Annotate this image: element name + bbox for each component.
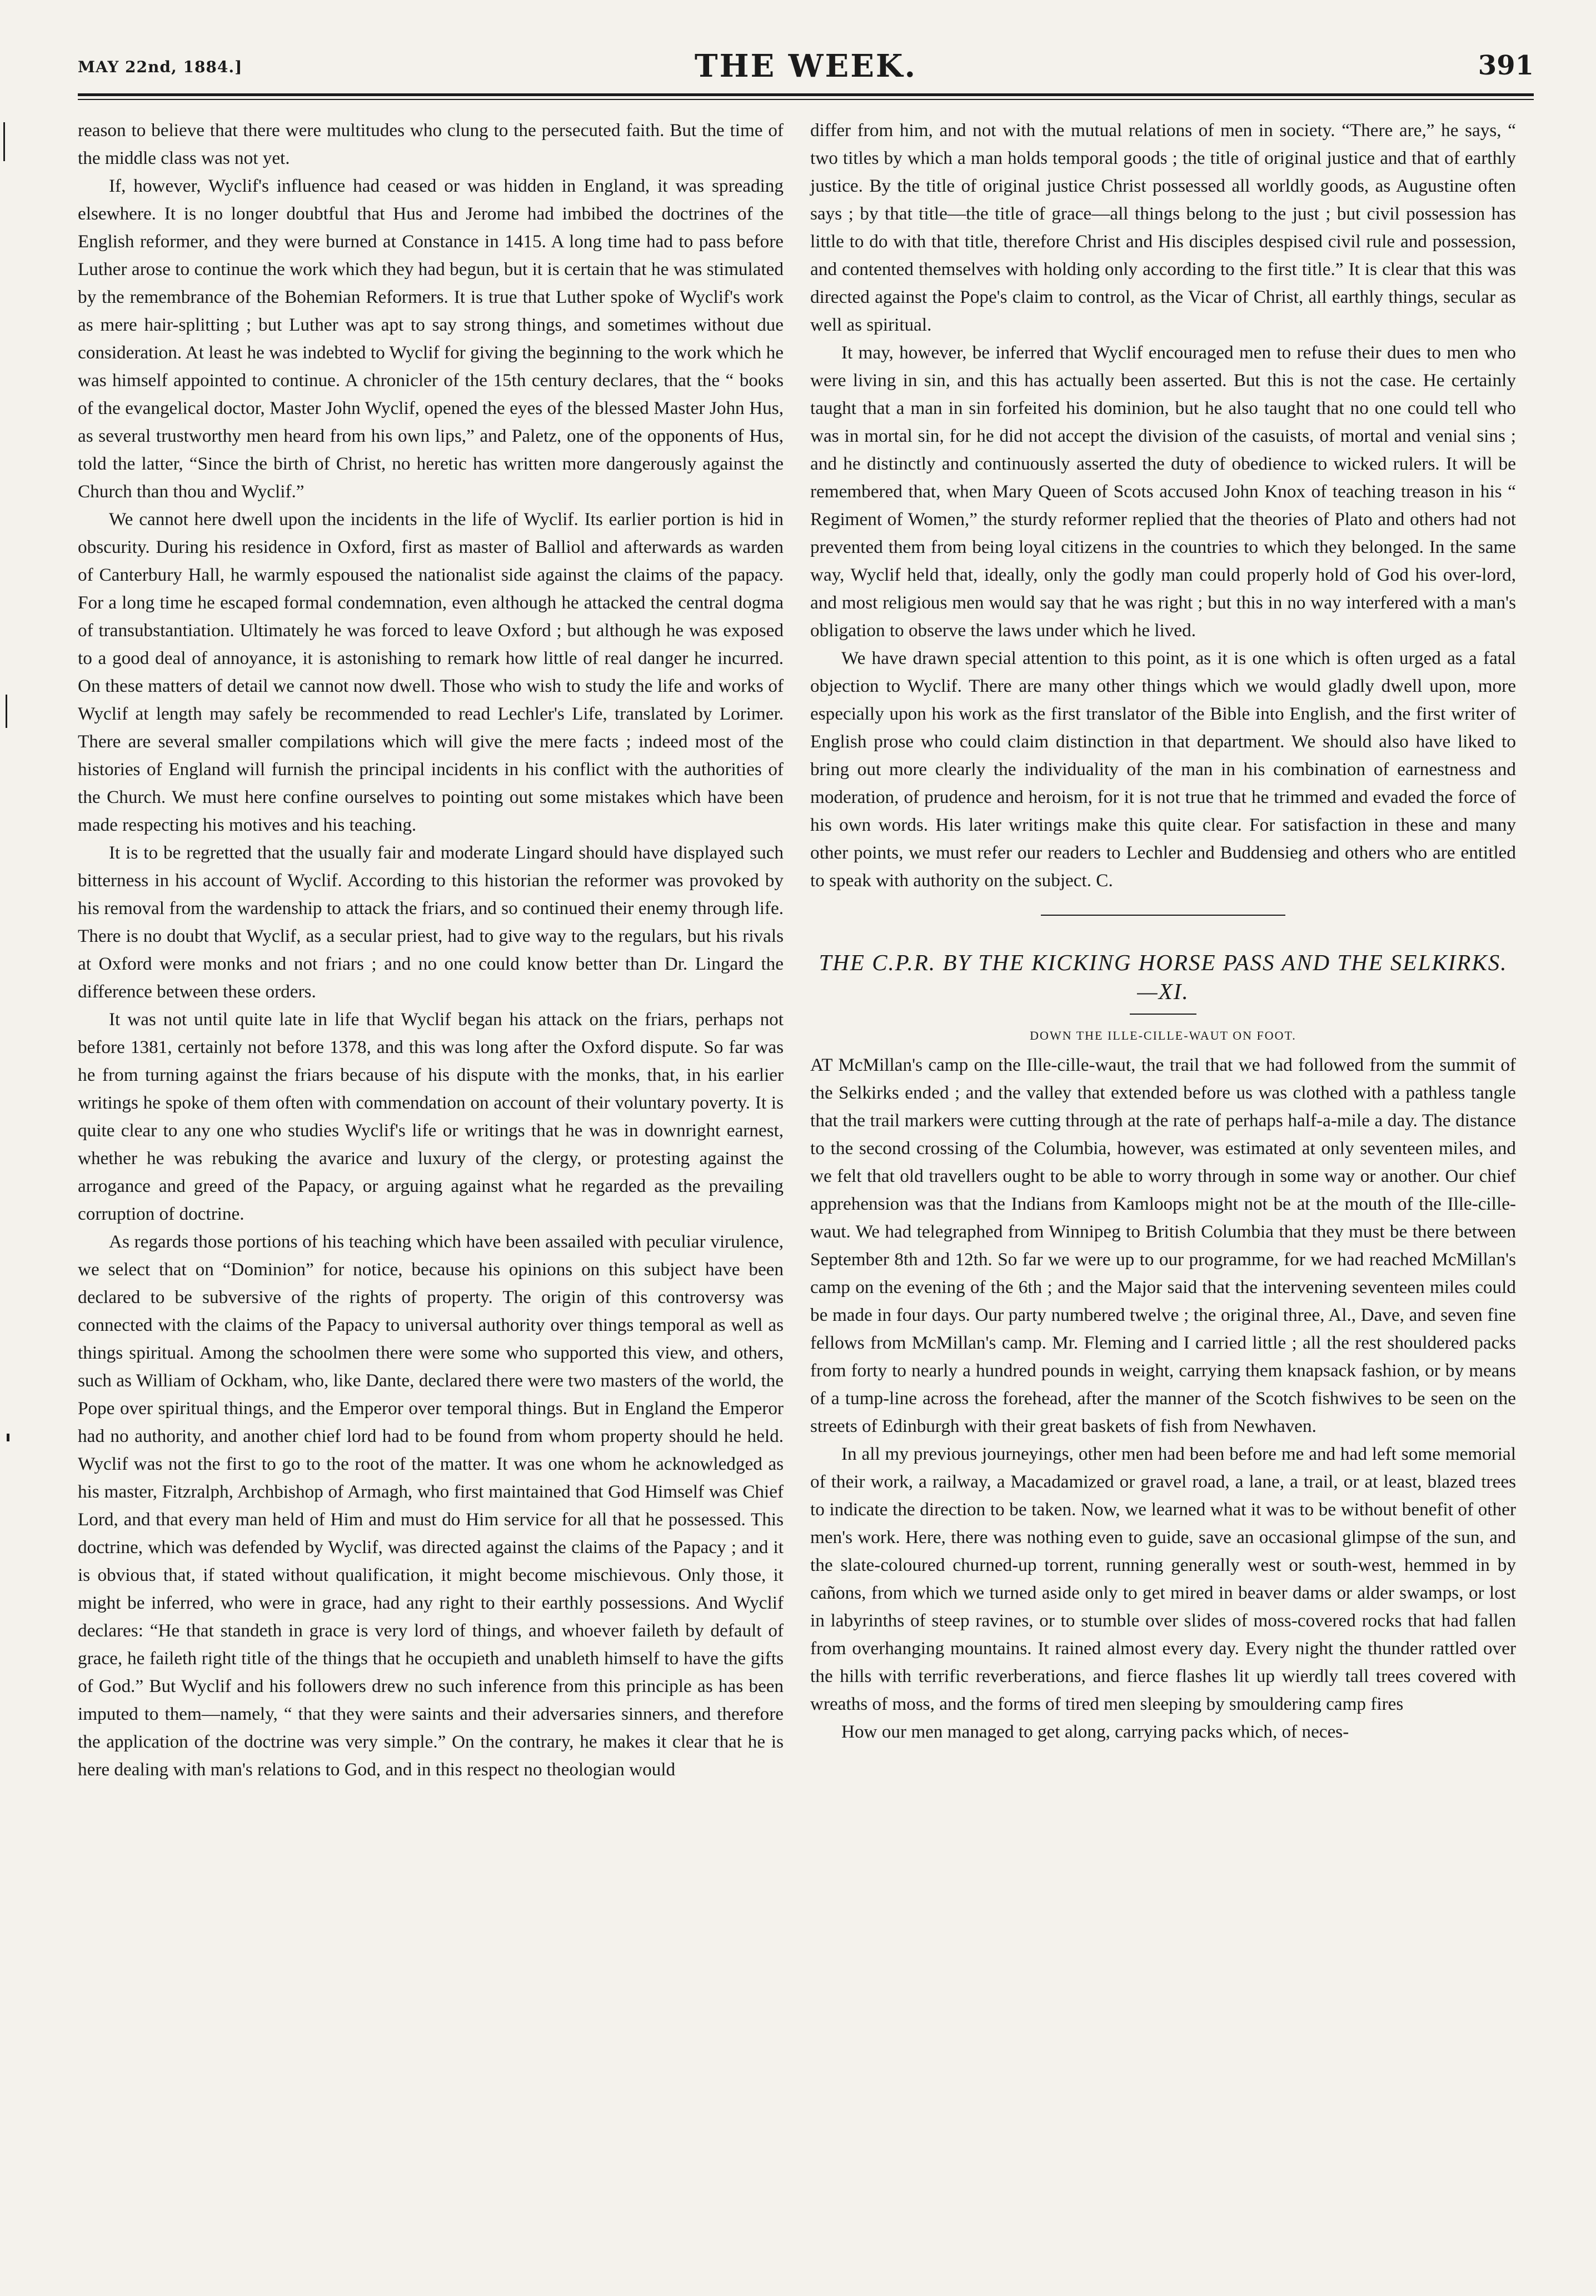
page-number: 391 [1478, 50, 1534, 81]
left-paragraph-2: If, however, Wyclif's influence had ceased or was hidden in England, it was spreading elsewhere. It is no longer doubtful that Hus and Jerome had imbibed the doctrines of the English reformer, and they were burned at Constance in 1415. A long time had to pass before Luther arose to continue the work which they had begun, but it is certain that he was stimulated by the remembrance of the Bohemian Reformers. It is true that Luther spoke of Wyclif's work as mere hair-splitting ; but Luther was apt to say strong things, and sometimes without due consideration. At least he was indebted to Wyclif for giving the beginning to the work which he was himself appointed to continue. A chronicler of the 15th century declares, that the “ books of the evangelical doctor, Master John Wyclif, opened the eyes of the blessed Master John Hus, as several trustworthy men heard from his own lips,” and Paletz, one of the opponents of Hus, told the latter, “Since the birth of Christ, no heretic has written more dangerously against the Church than thou and Wyclif.” [78, 176, 784, 502]
header-rule-thin [78, 99, 1534, 100]
article-paragraph-2: In all my previous journeyings, other men had been before me and had left some memorial of their work, a railway, a Macadamized or gravel road, a lane, a trail, or at least, blazed trees to indicate the direction to be taken. Now, we learned what it was to be without benefit of other men's work. Here, there was nothing even to guide, save an occasional glimpse of the sun, and the slate-coloured churned-up torrent, running generally west or south-west, hemmed in by cañons, from which we turned aside only to get mired in beaver dams or alder swamps, or lost in labyrinths of steep ravines, or to stumble over slides of moss-covered rocks that had fallen from overhanging mountains. It rained almost every day. Every night the thunder rattled over the hills with terrific reverberations, and fierce flashes lit up wierdly tall trees covered with wreaths of moss, and the forms of tired men sleeping by smouldering camp fires [810, 1444, 1516, 1714]
left-column [78, 117, 784, 2245]
right-paragraph-3: We have drawn special attention to this point, as it is one which is often urged as a fatal objection to Wyclif. There are many other things which we would gladly dwell upon, more especially upon his work as the first translator of the Bible into English, and the first writer of English prose who could claim distinction in that department. We should also have liked to bring out more clearly the individuality of the man in his combination of earnestness and moderation, of prudence and heroism, for it is not true that he trimmed and evaded the force of his own words. His later writings make this quite clear. For satisfaction in these and many other points, we must refer our readers to Lechler and Buddensieg and others who are entitled to speak with authority on the subject. C. [810, 648, 1516, 891]
article-title-rule [1130, 1014, 1196, 1015]
right-paragraph-2: It may, however, be inferred that Wyclif encouraged men to refuse their dues to men who were living in sin, and this has actually been asserted. But this is not the case. He certainly taught that a man in sin forfeited his dominion, but he also taught that no one could tell who was in mortal sin, for he did not accept the division of the casuists, of mortal and venial sins ; and he distinctly and continuously asserted the duty of obedience to wicked rulers. It will be remembered that, when Mary Queen of Scots accused John Knox of teaching treason in his “ Regiment of Women,” the sturdy reformer replied that the theories of Plato and others had not prevented them from being loyal citizens in the countries to which they belonged. In the same way, Wyclif held that, ideally, only the godly man could properly hold of God his over-lord, and most religious men would say that he was right ; but this in no way interfered with a man's obligation to observe the laws under which he lived. [810, 342, 1516, 641]
left-paragraph-6: As regards those portions of his teaching which have been assailed with peculiar virulence, we select that on “Dominion” for notice, because his opinions on this subject have been declared to be subversive of the rights of property. The origin of this controversy was connected with the claims of the Papacy to universal authority over things temporal as well as things spiritual. Among the schoolmen there were some who supported this view, and others, such as William of Ockham, who, like Dante, declared there were two masters of the world, the Pope over spiritual things, and the Emperor over temporal things. But in England the Emperor had no authority, and another chief lord had to be found from whom property should he held. Wyclif was not the first to go to the root of the matter. It was one whom he acknowledged as his master, Fitzralph, Archbishop of Armagh, who first maintained that God Himself was Chief Lord, and that every man held of Him and must do Him service for all that he possessed. This doctrine, which was defended by Wyclif, was directed against the claims of the Papacy ; and it is obvious that, if stated without qualification, it might become mischievous. Only those, it might be inferred, who were in grace, had any right to their earthly possessions. And Wyclif declares: “He that standeth in grace is very lord of things, and whoever faileth by default of grace, he faileth right title of the things that he occupieth and unableth himself to have the gifts of God.” But Wyclif and his followers drew no such inference from this principle as has been imputed to them—namely, “ that they were saints and their adversaries sinners, and therefore the application of the doctrine was very simple.” On the contrary, he makes it clear that he is here dealing with man's relations to God, and in this respect no theologian would [78, 1231, 784, 1780]
left-paragraph-4: It is to be regretted that the usually fair and moderate Lingard should have displayed such bitterness in his account of Wyclif. According to this historian the reformer was provoked by his removal from the wardenship to attack the friars, and so continued their enemy through life. There is no doubt that Wyclif, as a secular priest, had to give way to the regulars, but his rivals at Oxford were monks and not friars ; and no one could know better than Dr. Lingard the difference between these orders. [78, 842, 784, 1002]
margin-mark-1 [3, 122, 5, 161]
margin-mark-3 [7, 1434, 9, 1441]
article-paragraph-3: How our men managed to get along, carrying packs which, of neces- [841, 1721, 1349, 1742]
right-paragraph-1: differ from him, and not with the mutual relations of men in society. “There are,” he says, “ two titles by which a man holds temporal goods ; the title of original justice and that of earthly justice. By the title of original justice Christ possessed all worldly goods, as Augustine often says ; by that title—the title of grace—all things belong to the just ; but civil possession has little to do with that title, therefore Christ and His disciples despised civil rule and possession, and contented themselves with holding only according to the first title.” It is clear that this was directed against the Pope's claim to control, as the Vicar of Christ, all earthly things, secular as well as spiritual. [810, 120, 1516, 335]
left-paragraph-5: It was not until quite late in life that Wyclif began his attack on the friars, perhaps not before 1381, certainly not before 1378, and this was long after the Oxford dispute. So far was he from turning against the friars because of his dispute with the monks, that, in his earlier writings he spoke of them often with commendation on account of their voluntary poverty. It is quite clear to any one who studies Wyclif's life or writings that he was in downright earnest, whether he was rebuking the avarice and luxury of the clergy, or protesting against the arrogance and greed of the Papacy, or arguing against what he regarded as the prevailing corruption of doctrine. [78, 1009, 784, 1224]
page-header [78, 48, 1534, 98]
issue-date: MAY 22nd, 1884.] [78, 58, 243, 76]
masthead-title: THE WEEK. [694, 48, 917, 84]
article-title: THE C.P.R. BY THE KICKING HORSE PASS AND THE SELKIRKS.—XI. [819, 950, 1508, 1004]
left-paragraph-3: We cannot here dwell upon the incidents in the life of Wyclif. Its earlier portion is hid in obscurity. During his residence in Oxford, first as master of Balliol and afterwards as warden of Canterbury Hall, he warmly espoused the nationalist side against the claims of the papacy. For a long time he escaped formal condemnation, even although he attacked the central dogma of transubstantiation. Ultimately he was forced to leave Oxford ; but although he was exposed to a good deal of annoyance, it is astonishing to remark how little of real danger he incurred. On these matters of detail we cannot now dwell. Those who wish to study the life and works of Wyclif at length may safely be recommended to read Lechler's Life, translated by Lorimer. There are several smaller compilations which will give the mere facts ; indeed most of the histories of England will furnish the principal incidents in his conflict with the authorities of the Church. We must here confine ourselves to pointing out some mistakes which have been made respecting his motives and his teaching. [78, 509, 784, 835]
article-paragraph-1: AT McMillan's camp on the Ille-cille-waut, the trail that we had followed from the summit of the Selkirks ended ; and the valley that extended before us was clothed with a pathless tangle that the trail markers were cutting through at the rate of perhaps half-a-mile a day. The distance to the second crossing of the Columbia, however, was estimated at only seventeen miles, and we felt that old travellers ought to be able to worry through in some way or another. Our chief apprehension was that the Indians from Kamloops might not be at the mouth of the Ille-cille-waut. We had telegraphed from Winnipeg to British Columbia that they must be there between September 8th and 12th. So far we were up to our programme, for we had reached McMillan's camp on the evening of the 6th ; and the Major said that the intervening seventeen miles could be made in four days. Our party numbered twelve ; the original three, Al., Dave, and seven fine fellows from McMillan's camp. Mr. Fleming and I carried little ; all the rest shouldered packs from forty to nearly a hundred pounds in weight, carrying them knapsack fashion, or by means of a tump-line across the forehead, after the manner of the Scotch fishwives to be seen on the streets of Edinburgh with their great baskets of fish from Newhaven. [810, 1055, 1516, 1436]
header-rule-thick [78, 93, 1534, 96]
right-column [810, 117, 1516, 2256]
margin-mark-2 [6, 695, 7, 728]
article-separator-rule [1041, 915, 1285, 916]
article-subtitle: DOWN THE ILLE-CILLE-WAUT ON FOOT. [1030, 1029, 1296, 1042]
left-paragraph-1: reason to believe that there were multitudes who clung to the persecuted faith. But the time of the middle class was not yet. [78, 120, 784, 168]
